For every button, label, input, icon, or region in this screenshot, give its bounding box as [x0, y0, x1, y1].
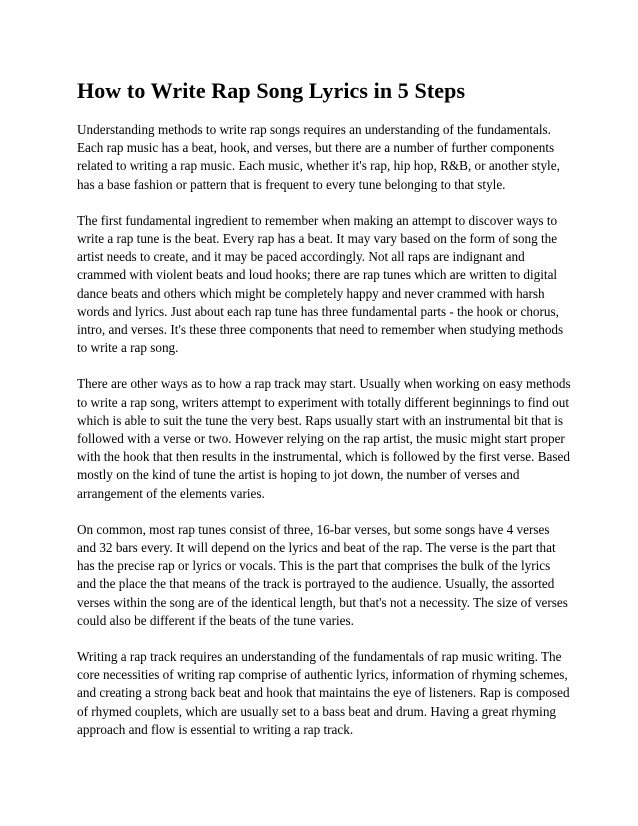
document-body	[77, 78, 571, 757]
document-title: How to Write Rap Song Lyrics in 5 Steps	[77, 78, 466, 103]
paragraph-3: There are other ways as to how a rap track may start. Usually when working on easy methods to write a rap song, writers attempt to experiment with totally different beginnings to find out which is able to suit the tune the very best. Raps usually start with an instrumental bit that is followed with a verse or two. However relying on the rap artist, the music might start proper with the hook that then results in the instrumental, which is followed by the first verse. Based mostly on the kind of tune the artist is hoping to jot down, the number of verses and arrangement of the elements varies.	[77, 376, 571, 501]
paragraph-2: The first fundamental ingredient to remember when making an attempt to discover ways to write a rap tune is the beat. Every rap has a beat. It may vary based on the form of song the artist needs to create, and it may be paced accordingly. Not all raps are indignant and crammed with violent beats and loud hooks; there are rap tunes which are written to digital dance beats and others which might be completely happy and never crammed with harsh words and lyrics. Just about each rap tune has three fundamental parts - the hook or chorus, intro, and verses. It's these three components that need to remember when studying methods to write a rap song.	[77, 212, 564, 356]
paragraph-5: Writing a rap track requires an understanding of the fundamentals of rap music writing. The core necessities of writing rap comprise of authentic lyrics, information of rhyming schemes, and creating a strong back beat and hook that maintains the eye of listeners. Rap is composed of rhymed couplets, which are usually set to a bass beat and drum. Having a great rhyming approach and flow is essential to writing a rap track.	[77, 649, 570, 737]
paragraph-4: On common, most rap tunes consist of three, 16-bar verses, but some songs have 4 verses and 32 bars every. It will depend on the lyrics and beat of the rap. The verse is the part that has the precise rap or lyrics or vocals. This is the part that comprises the bulk of the lyrics and the place the that means of the track is portrayed to the audience. Usually, the assorted verses within the song are of the identical length, but that's not a necessity. The size of verses could also be different if the beats of the tune varies.	[77, 521, 568, 628]
paragraph-1: Understanding methods to write rap songs requires an understanding of the fundamentals. Each rap music has a beat, hook, and verses, but there are a number of further components related to writing a rap music. Each music, whether it's rap, hip hop, R&B, or another style, has a base fashion or pattern that is frequent to every tune belonging to that style.	[77, 122, 560, 192]
